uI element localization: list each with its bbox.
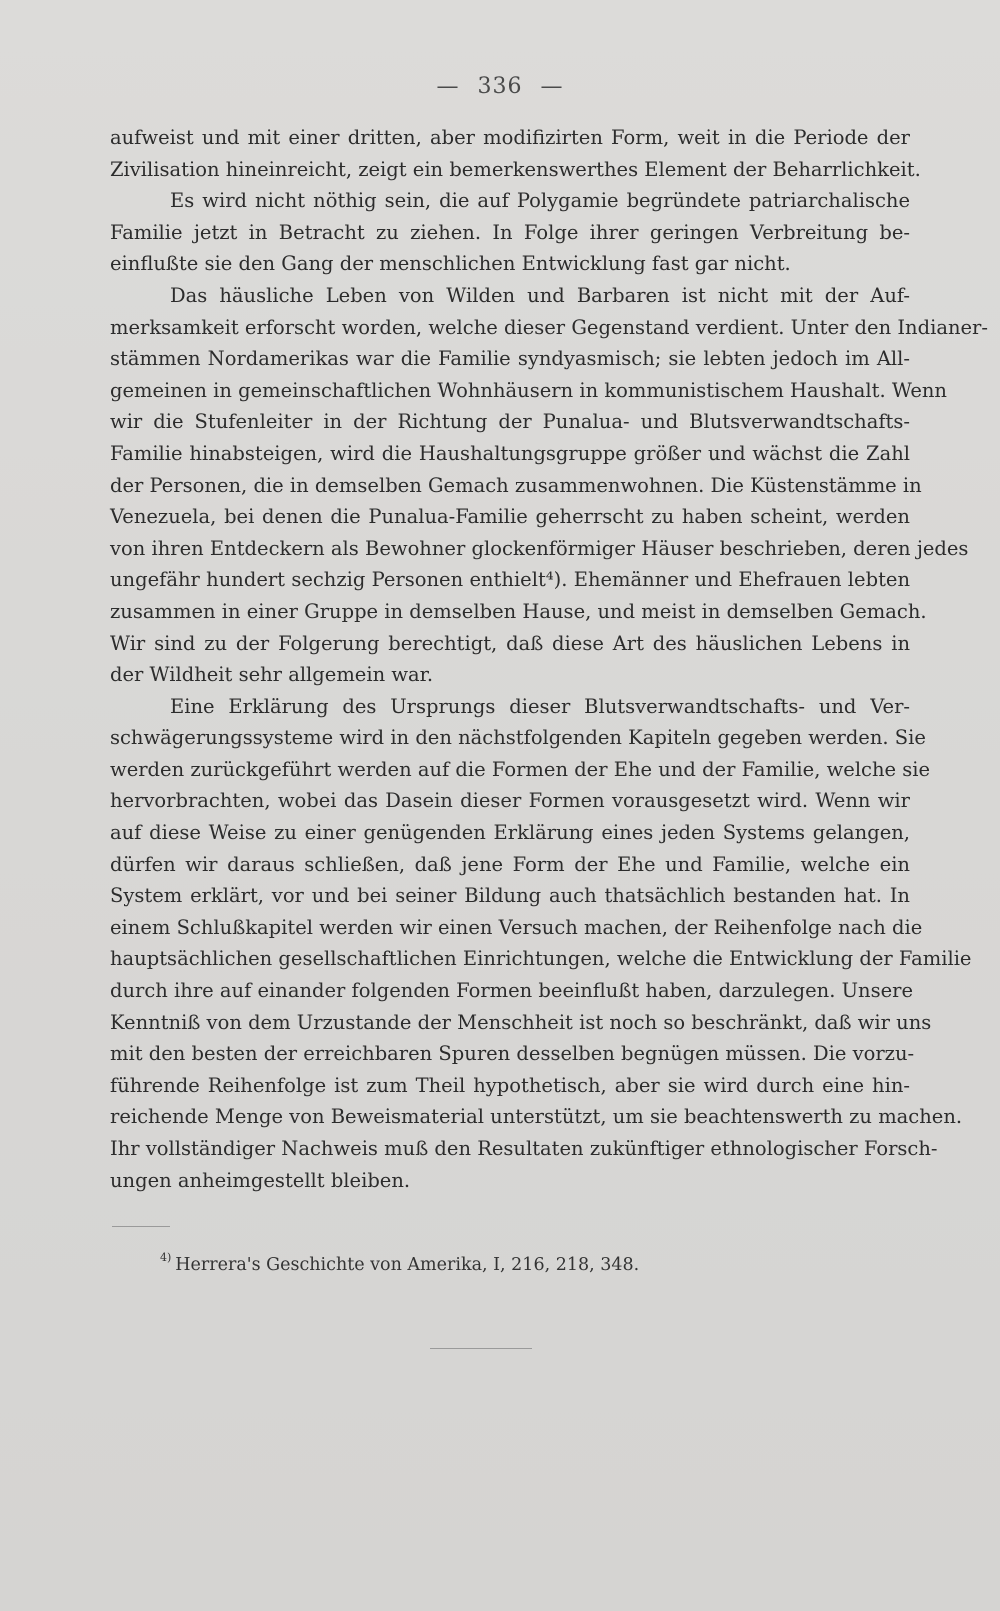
footnote-divider [112, 1226, 170, 1227]
text-line: System erklärt, vor und bei seiner Bildung auch thatsächlich bestanden hat. In [110, 884, 910, 908]
text-line: ungefähr hundert sechzig Personen enthielt⁴). Ehemänner und Ehefrauen lebten [110, 568, 910, 592]
text-line: aufweist und mit einer dritten, aber modifizirten Form, weit in die Periode der [110, 126, 910, 149]
page-number-header [0, 74, 1000, 99]
text-line: von ihren Entdeckern als Bewohner glockenförmiger Häuser beschrieben, deren jedes [110, 536, 969, 560]
text-line: Ihr vollständiger Nachweis muß den Resultaten zukünftiger ethnologischer Forsch- [110, 1137, 938, 1160]
page-number-dash-left: — [436, 74, 460, 99]
text-line: ungen anheimgestellt bleiben. [110, 1168, 411, 1192]
text-line: zusammen in einer Gruppe in demselben Hause, und meist in demselben Gemach. [110, 599, 927, 623]
text-line: gemeinen in gemeinschaftlichen Wohnhäusern in kommunistischem Haushalt. Wenn [110, 378, 947, 402]
text-line: Zivilisation hineinreicht, zeigt ein bemerkenswerthes Element der Beharrlichkeit. [110, 157, 921, 181]
text-line: reichende Menge von Beweismaterial unterstützt, um sie beachtenswerth zu machen. [110, 1105, 963, 1129]
text-line: der Wildheit sehr allgemein war. [110, 663, 434, 687]
text-line: Venezuela, bei denen die Punalua-Familie geherrscht zu haben scheint, werden [110, 505, 910, 529]
text-line: einflußte sie den Gang der menschlichen Entwicklung fast gar nicht. [110, 252, 791, 276]
footnote-marker: 4) [160, 1251, 172, 1264]
text-line: Kenntniß von dem Urzustande der Menschheit ist noch so beschränkt, daß wir uns [110, 1010, 932, 1034]
text-line: mit den besten der erreichbaren Spuren desselben begnügen müssen. Die vorzu- [110, 1042, 915, 1066]
text-line: Familie jetzt in Betracht zu ziehen. In Folge ihrer geringen Verbreitung be- [110, 220, 910, 244]
text-line: Eine Erklärung des Ursprungs dieser Blutsverwandtschafts- und Ver- [170, 694, 910, 718]
text-line: dürfen wir daraus schließen, daß jene Form der Ehe und Familie, welche ein [110, 852, 910, 876]
text-line: hauptsächlichen gesellschaftlichen Einrichtungen, welche die Entwicklung der Familie [110, 947, 972, 971]
text-line: auf diese Weise zu einer genügenden Erklärung eines jeden Systems gelangen, [110, 821, 910, 845]
text-line: merksamkeit erforscht worden, welche dieser Gegenstand verdient. Unter den Indianer- [110, 315, 988, 339]
page-number: 336 [477, 74, 523, 99]
text-line: Das häusliche Leben von Wilden und Barbaren ist nicht mit der Auf- [170, 283, 910, 307]
text-line: Wir sind zu der Folgerung berechtigt, daß diese Art des häuslichen Lebens in [110, 631, 910, 655]
footnote-text: Herrera's Geschichte von Amerika, I, 216, 218, 348. [175, 1255, 640, 1275]
text-line: durch ihre auf einander folgenden Formen beeinflußt haben, darzulegen. Unsere [110, 979, 913, 1003]
text-line: Familie hinabsteigen, wird die Haushaltungsgruppe größer und wächst die Zahl [110, 441, 910, 465]
text-line: stämmen Nordamerikas war die Familie syndyasmisch; sie lebten jedoch im All- [110, 347, 910, 371]
text-line: einem Schlußkapitel werden wir einen Versuch machen, der Reihenfolge nach die [110, 915, 923, 939]
text-line: werden zurückgeführt werden auf die Formen der Ehe und der Familie, welche sie [110, 757, 931, 781]
body-text [110, 122, 988, 1196]
text-line: der Personen, die in demselben Gemach zusammenwohnen. Die Küstenstämme in [110, 473, 922, 497]
text-line: Es wird nicht nöthig sein, die auf Polygamie begründete patriarchalische [170, 189, 910, 213]
footnote [160, 1251, 640, 1275]
text-line: hervorbrachten, wobei das Dasein dieser Formen vorausgesetzt wird. Wenn wir [110, 789, 910, 813]
page-number-dash-right: — [540, 74, 564, 99]
text-line: schwägerungssysteme wird in den nächstfolgenden Kapiteln gegeben werden. Sie [110, 726, 926, 750]
page-end-rule [430, 1348, 532, 1349]
text-line: führende Reihenfolge ist zum Theil hypothetisch, aber sie wird durch eine hin- [110, 1073, 910, 1097]
text-line: wir die Stufenleiter in der Richtung der Punalua- und Blutsverwandtschafts- [110, 410, 910, 434]
